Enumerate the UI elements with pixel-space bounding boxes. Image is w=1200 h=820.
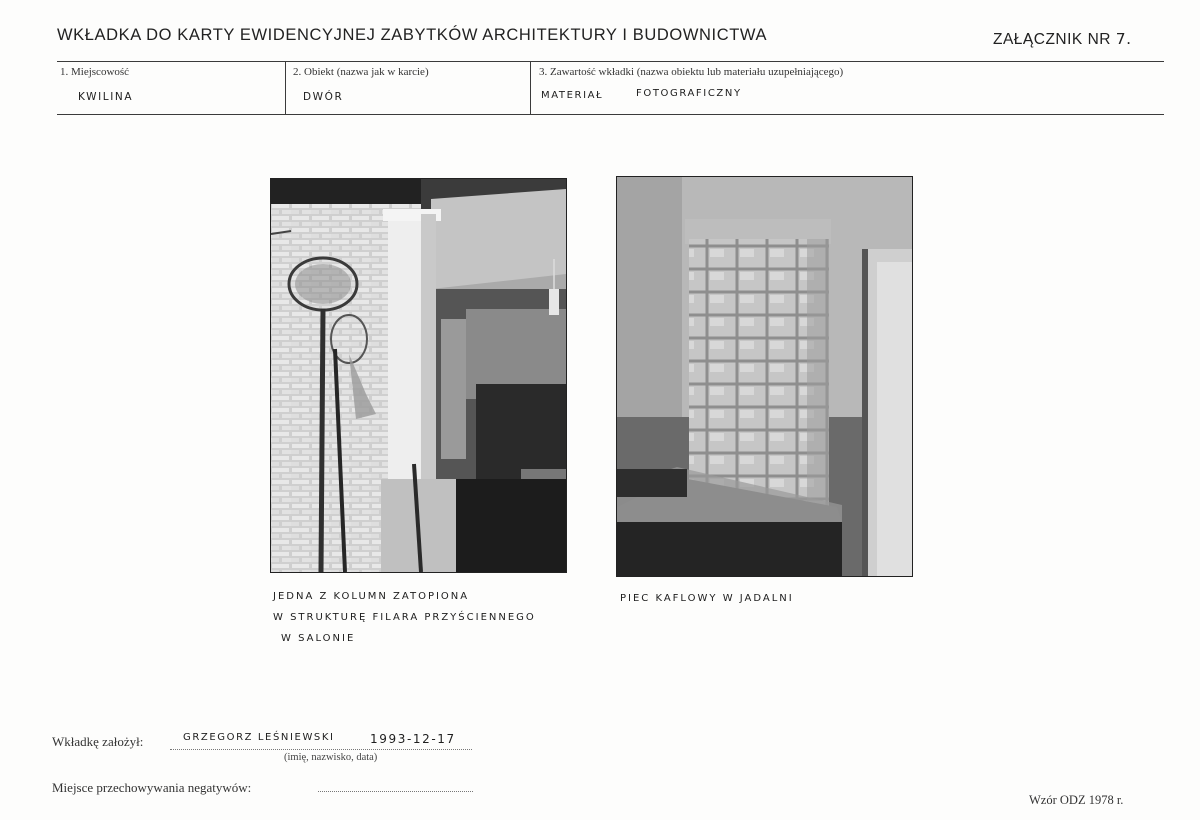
caption-line: W STRUKTURĘ FILARA PRZYŚCIENNEGO — [273, 612, 536, 623]
table-divider-2 — [530, 61, 531, 114]
content-label: 3. Zawartość wkładki (nazwa obiektu lub materiału uzupełniającego) — [539, 66, 844, 78]
template-label: Wzór ODZ 1978 r. — [1029, 793, 1124, 807]
photo-stove-caption — [620, 588, 920, 609]
photo-column-caption — [273, 586, 573, 649]
caption-line: W SALONIE — [281, 633, 356, 644]
author-dotted-line — [170, 748, 472, 750]
author-date: 1993-12-17 — [370, 732, 456, 746]
content-value-material: MATERIAŁ — [541, 90, 604, 101]
table-top-rule — [57, 61, 1164, 62]
negatives-dotted-line — [318, 790, 473, 792]
content-value-photographic: FOTOGRAFICZNY — [636, 88, 742, 99]
caption-line: JEDNA Z KOLUMN ZATOPIONA — [273, 591, 470, 602]
photo-column-salon-image — [271, 179, 566, 572]
annex-label-text: ZAŁĄCZNIK NR — [993, 31, 1111, 48]
photo-tiled-stove — [616, 176, 913, 577]
annex-label — [993, 30, 1132, 49]
locality-label: 1. Miejscowość — [60, 66, 130, 78]
author-name: GRZEGORZ LEŚNIEWSKI — [183, 732, 335, 743]
form-title: WKŁADKA DO KARTY EWIDENCYJNEJ ZABYTKÓW ARCHITEKTURY I BUDOWNICTWA — [57, 26, 768, 44]
object-value: DWÓR — [303, 91, 344, 103]
annex-number: 7. — [1115, 30, 1132, 48]
caption-line: PIEC KAFLOWY W JADALNI — [620, 593, 794, 604]
photo-tiled-stove-image — [617, 177, 912, 576]
negatives-label: Miejsce przechowywania negatywów: — [52, 780, 252, 795]
photo-column-salon — [270, 178, 567, 573]
author-hint: (imię, nazwisko, data) — [284, 752, 378, 763]
author-label: Wkładkę założył: — [52, 734, 144, 749]
table-bottom-rule — [57, 114, 1164, 115]
object-label: 2. Obiekt (nazwa jak w karcie) — [293, 66, 429, 78]
table-divider-1 — [285, 61, 286, 114]
locality-value: KWILINA — [78, 91, 134, 103]
